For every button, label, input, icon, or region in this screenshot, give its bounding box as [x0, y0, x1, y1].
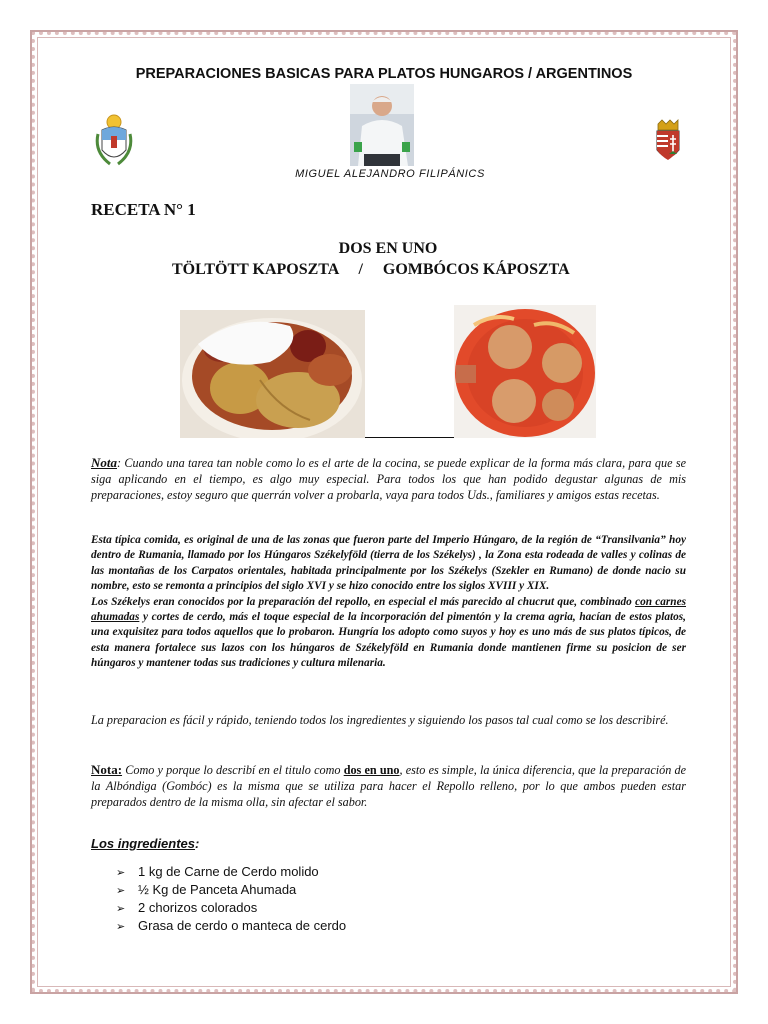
ingredients-heading-text: Los ingredientes	[91, 836, 196, 851]
nota-text: : Cuando una tarea tan noble como lo es el arte de la cocina, se puede explicar de la forma más clara, para que se siga aplicando en el tiempo, es algo muy especial. Para todos los que han podido degustar algunas de mis preparaciones, estoy seguro que querrán volver a probarla, vaya para todos Uds., familiares y amigos estas recetas.	[91, 456, 686, 503]
ingredient-text: ½ Kg de Panceta Ahumada	[138, 882, 297, 897]
stuffed-cabbage-photo	[180, 310, 365, 438]
list-item	[116, 881, 346, 899]
nota-paragraph-2	[91, 762, 686, 811]
recipe-title: DOS EN UNO	[338, 240, 438, 257]
nota-label-2: Nota:	[91, 762, 123, 777]
history-text-2a: Los Székelys eran conocidos por la preparación del repollo, en especial el más parecido al chucrut que, combinado	[91, 595, 636, 608]
nota-label: Nota	[91, 455, 117, 470]
history-text-1: Esta típica comida, es original de una de las zonas que fueron parte del Imperio Húngaro, de la región de “Transilvania” hoy dentro de Rumania, llamado por los Húngaros Székelyföld (tierra de los Székelys) , la Zona esta rodeada de valles y colinas de las montañas de los Carpatos orientales, habitada principalmente por los Székelys (Szekler en Rumano) de donde nacio su nombre, esto se remonta a principios del siglo XVI y se hizo conocido entre los siglos XVIII y XIX.	[91, 534, 686, 593]
page-header: PREPARACIONES BASICAS PARA PLATOS HUNGAROS / ARGENTINOS	[135, 66, 633, 82]
nota2-text-a: Como y porque lo describí en el titulo como	[122, 763, 344, 777]
preparation-paragraph: La preparacion es fácil y rápido, teniendo todos los ingredientes y siguiendo los pasos tal cual como se los describiré.	[91, 713, 669, 727]
arrow-bullet-icon: ➢	[116, 921, 126, 933]
ingredient-text: 1 kg de Carne de Cerdo molido	[138, 864, 319, 879]
nota2-highlight: dos en uno	[343, 763, 400, 777]
argentina-coat-of-arms-icon	[94, 112, 134, 168]
history-text-underlined: con carnes ahumadas	[91, 595, 686, 624]
ingredient-text: Grasa de cerdo o manteca de cerdo	[138, 918, 347, 933]
hungary-coat-of-arms-icon	[654, 118, 682, 168]
cabbage-dumplings-photo	[454, 305, 596, 438]
list-item	[116, 917, 346, 935]
list-item	[116, 863, 346, 881]
recipe-subtitle: TÖLTÖTT KAPOSZTA / GOMBÓCOS KÁPOSZTA	[172, 261, 570, 278]
separator-rule	[365, 437, 454, 438]
recipe-number: RECETA N° 1	[91, 200, 196, 219]
history-paragraph	[91, 533, 686, 672]
arrow-bullet-icon: ➢	[116, 903, 126, 915]
history-text-2b: y cortes de cerdo, más el toque especial de la incorporación del pimentón y la crema agria, hacían de estos platos, una exquisitez para todos aquellos que lo probaron. Hungría los adopto como suyos y hoy es uno más de sus platos típicos, de esta manera fortalece sus lazos con los húngaros de Székelyföld en Rumania donde mantienen firme su posicion de ser húngaros y mantener todas sus tradiciones y cultura milenaria.	[91, 611, 686, 670]
arrow-bullet-icon: ➢	[116, 867, 126, 879]
list-item	[116, 899, 346, 917]
nota2-text-b: , esto es simple, la única diferencia, que la preparación de la Albóndiga (Gombóc) es la misma que se utiliza para hacer el Repollo relleno, por lo que ambos pueden estar preparados dentro de la misma olla, sin afectar el sabor.	[91, 763, 687, 810]
arrow-bullet-icon: ➢	[116, 885, 126, 897]
ingredient-text: 2 chorizos colorados	[138, 900, 258, 915]
ingredients-heading	[91, 836, 199, 851]
author-photo	[350, 84, 414, 166]
ingredients-heading-colon: :	[195, 836, 200, 851]
author-name: MIGUEL ALEJANDRO FILIPÁNICS	[295, 168, 485, 180]
nota-paragraph-1	[91, 455, 686, 504]
ingredients-list	[116, 863, 346, 935]
